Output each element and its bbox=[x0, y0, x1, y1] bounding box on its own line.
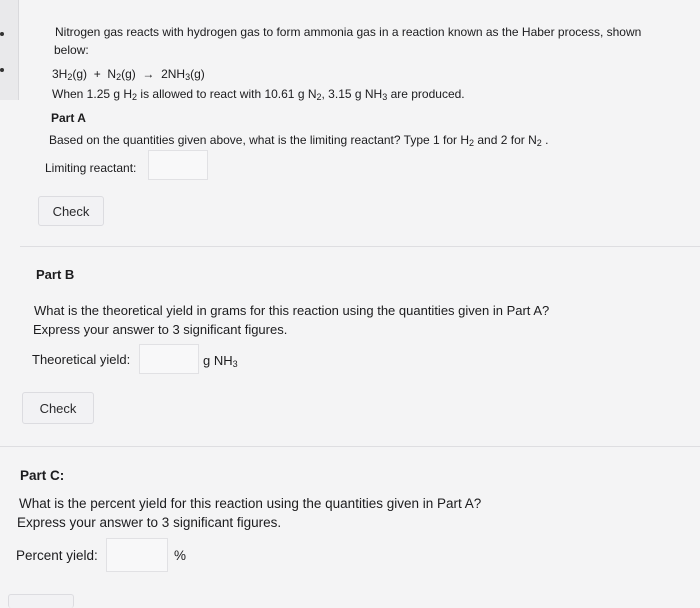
percent-yield-label: Percent yield: bbox=[16, 548, 98, 563]
part-a-question: Based on the quantities given above, what is the limiting reactant? Type 1 for $H_2$ and 2 for $N_2$ . bbox=[49, 133, 549, 148]
part-c-check-button-partial[interactable] bbox=[8, 594, 74, 608]
section-divider bbox=[20, 246, 700, 247]
edge-marker bbox=[0, 68, 4, 72]
intro-text-line1: Nitrogen gas reacts with hydrogen gas to form ammonia gas in a reaction known as the Haber process, shown bbox=[55, 25, 642, 39]
left-edge-strip bbox=[0, 0, 19, 100]
theoretical-yield-input[interactable] bbox=[139, 344, 199, 374]
part-c-question-line2: Express your answer to 3 significant figures. bbox=[17, 515, 282, 530]
theoretical-yield-label: Theoretical yield: bbox=[32, 352, 131, 367]
part-c-title: Part C: bbox=[20, 468, 65, 483]
theoretical-yield-unit: g $NH_3$ bbox=[203, 353, 238, 369]
part-b-question-line2: Express your answer to 3 significant figures. bbox=[33, 322, 288, 337]
limiting-reactant-label: Limiting reactant: bbox=[45, 161, 137, 175]
part-a-check-button[interactable]: Check bbox=[38, 196, 104, 226]
percent-yield-unit: % bbox=[174, 548, 187, 563]
reaction-equation: $3H_2(g) + N_2(g) \to 2NH_3(g)$ bbox=[52, 67, 205, 82]
intro-text-line2: below: bbox=[54, 43, 89, 57]
limiting-reactant-input[interactable] bbox=[148, 150, 208, 180]
part-a-title: Part A bbox=[51, 111, 86, 125]
section-divider bbox=[0, 446, 700, 447]
reaction-arrow: → bbox=[142, 67, 155, 81]
given-quantities: When 1.25 g $H_2$ is allowed to react with 10.61 g $N_2$, 3.15 g $NH_3$ are produced. bbox=[52, 87, 465, 102]
part-b-title: Part B bbox=[36, 267, 75, 282]
percent-yield-input[interactable] bbox=[106, 538, 168, 572]
part-c-question-line1: What is the percent yield for this reaction using the quantities given in Part A? bbox=[19, 496, 482, 511]
part-b-check-button[interactable]: Check bbox=[22, 392, 94, 424]
edge-marker bbox=[0, 32, 4, 36]
part-b-question-line1: What is the theoretical yield in grams for this reaction using the quantities given in Part A? bbox=[34, 303, 550, 318]
